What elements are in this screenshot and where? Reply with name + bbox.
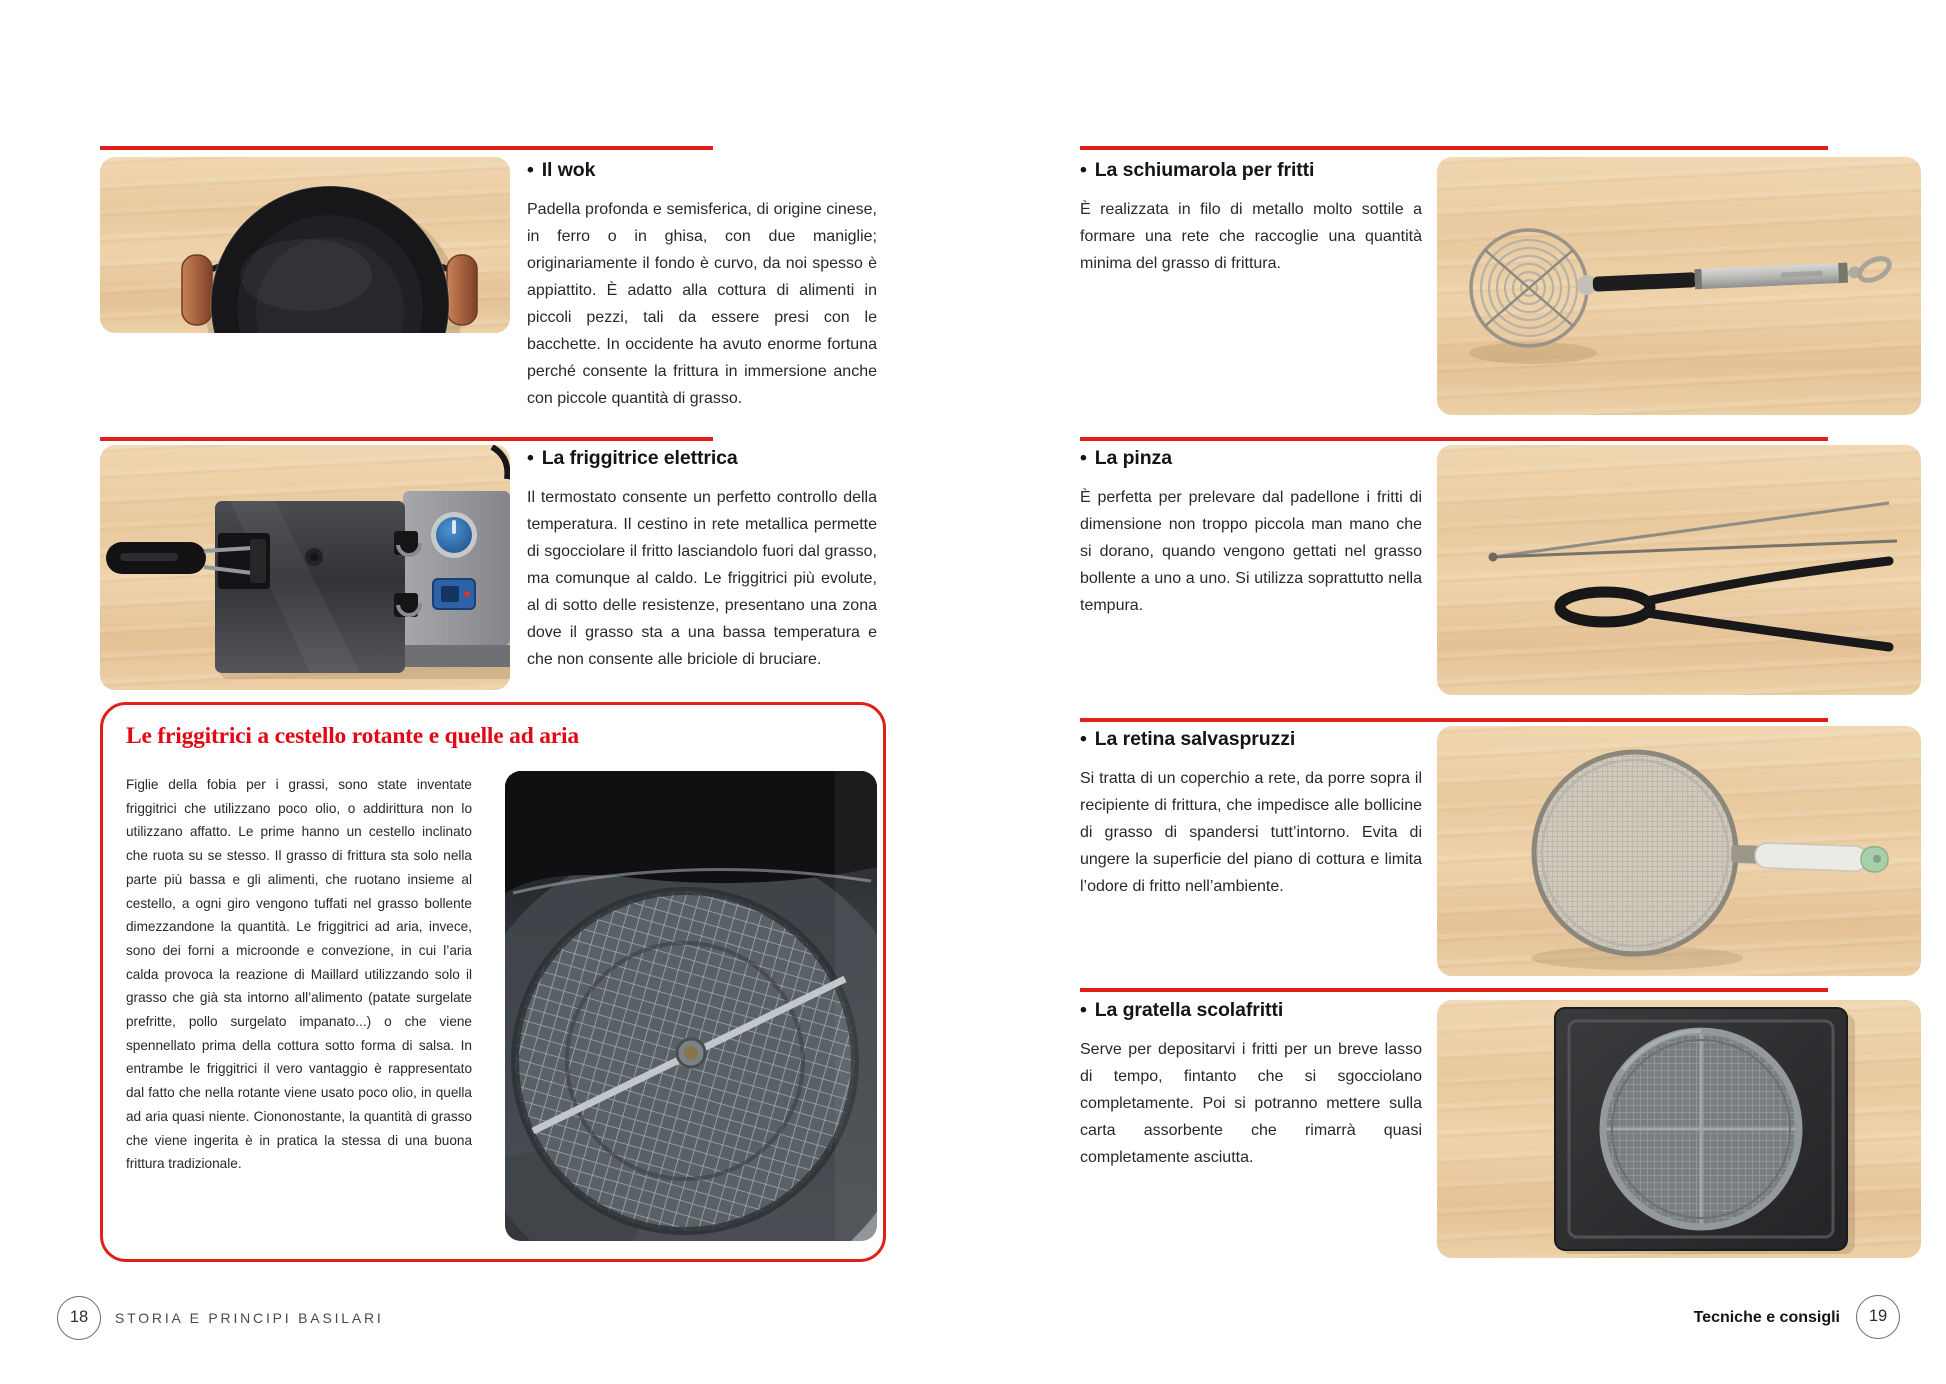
splatter-screen-illustration: [1437, 726, 1921, 976]
feature-box: [100, 702, 886, 1262]
wok-photo: [100, 157, 510, 333]
electric-fryer-illustration: [100, 445, 510, 690]
draining-rack-photo: [1437, 1000, 1921, 1258]
section-rule: [100, 146, 713, 150]
bullet-icon: •: [527, 159, 534, 181]
tongs-illustration: [1437, 445, 1921, 695]
wok-illustration: [100, 157, 510, 333]
section-rule: [1080, 988, 1828, 992]
bullet-icon: •: [1080, 728, 1087, 750]
section-skimmer: [1080, 158, 1422, 277]
section-body: È perfetta per prelevare dal padellone i fritti di dimensione non troppo piccola man mano che si dorano, quando vengono gettati nel grasso bollente a uno a uno. Si utilizza soprattutto nella tempura.: [1080, 489, 1422, 614]
section-wok: [527, 158, 877, 412]
bullet-icon: •: [1080, 447, 1087, 469]
section-rule: [100, 437, 713, 441]
bullet-icon: •: [1080, 159, 1087, 181]
section-body: Il termostato consente un perfetto controllo della temperatura. Il cestino in rete metallica permette di sgocciolare il fritto lasciandolo fuori dal grasso, ma comunque al caldo. Le friggitrici più evolute, al di sotto delle resistenze, presentano una zona dove il grasso sta a una bassa temperatura e che non consente alle briciole di bruciare.: [527, 489, 877, 668]
section-title: [1080, 158, 1422, 182]
section-electric-fryer: [527, 446, 877, 673]
section-body: Serve per depositarvi i fritti per un breve lasso di tempo, fintanto che si sgocciolano completamente. Poi si potranno mettere sulla carta assorbente che rimarrà quasi completamente asciutta.: [1080, 1041, 1422, 1166]
footer-chapter-label: Tecniche e consigli: [1693, 1309, 1840, 1326]
rotating-basket-fryer-photo: [505, 771, 877, 1241]
section-title: [527, 158, 877, 182]
electric-fryer-photo: [100, 445, 510, 690]
feature-box-body: Figlie della fobia per i grassi, sono state inventate friggitrici che utilizzano poco olio, o addirittura non lo utilizzano affatto. Le prime hanno un cestello inclinato che ruota su se stesso. Il grasso di frittura sta solo nella parte più bassa e gli alimenti, che ruotano insieme al cestello, a ogni giro vengono tuffati nel grasso bollente dimezzandone la quantità. Le friggitrici ad aria, invece, sono dei forni a microonde e convezione, in cui l’aria calda provoca la reazione di Maillard utilizzando solo il grasso che già sta intorno all’alimento (patate surgelate prefritte, pollo surgelato impanato...) o che viene spennellato prima della cottura sotto forma di salsa. In entrambe le friggitrici il vero vantaggio è rappresentato dal fatto che nella rotante viene usato poco olio, in quella ad aria quasi niente. Ciononostante, la quantità di grasso che viene ingerita è in pratica la stessa di una buona frittura tradizionale.: [126, 777, 472, 1172]
footer-section-label: STORIA E PRINCIPI BASILARI: [115, 1310, 384, 1326]
feature-box-title: Le friggitrici a cestello rotante e quelle ad aria: [126, 723, 579, 749]
bullet-icon: •: [527, 447, 534, 469]
section-title-text: La pinza: [1094, 447, 1172, 469]
section-title-text: Il wok: [541, 159, 596, 181]
page-number-left: [57, 1296, 101, 1340]
page-number-left-value: 18: [69, 1308, 89, 1326]
page-number-right: [1856, 1295, 1900, 1339]
tongs-photo: [1437, 445, 1921, 695]
section-title-text: La schiumarola per fritti: [1094, 159, 1315, 181]
section-rule: [1080, 437, 1828, 441]
skimmer-photo: [1437, 157, 1921, 415]
splatter-screen-photo: [1437, 726, 1921, 976]
bullet-icon: •: [1080, 999, 1087, 1021]
section-title: [1080, 727, 1422, 751]
section-tongs: [1080, 446, 1422, 619]
skimmer-illustration: [1437, 157, 1921, 415]
section-rule: [1080, 146, 1828, 150]
section-title: [1080, 998, 1422, 1022]
section-body: Si tratta di un coperchio a rete, da porre sopra il recipiente di frittura, che impedisce alle bollicine di grasso di spandersi tutt’intorno. Evita di ungere la superficie del piano di cottura e limita l’odore di fritto nell’ambiente.: [1080, 770, 1422, 895]
rotating-basket-fryer-illustration: [505, 771, 877, 1241]
section-title-text: La retina salvaspruzzi: [1094, 728, 1296, 750]
section-title: [1080, 446, 1422, 470]
section-draining-rack: [1080, 998, 1422, 1171]
draining-rack-illustration: [1437, 1000, 1921, 1258]
section-body: È realizzata in filo di metallo molto sottile a formare una rete che raccoglie una quantità minima del grasso di frittura.: [1080, 201, 1422, 272]
page-number-right-value: 19: [1868, 1307, 1888, 1325]
section-title: [527, 446, 877, 470]
section-title-text: La gratella scolafritti: [1094, 999, 1284, 1021]
section-rule: [1080, 718, 1828, 722]
section-body: Padella profonda e semisferica, di origine cinese, in ferro o in ghisa, con due maniglie; originariamente il fondo è curvo, da noi spesso è appiattito. È adatto alla cottura di alimenti in piccoli pezzi, tali da essere presi con le bacchette. In occidente ha avuto enorme fortuna perché consente la frittura in immersione anche con piccole quantità di grasso.: [527, 201, 877, 407]
section-splatter-screen: [1080, 727, 1422, 900]
section-title-text: La friggitrice elettrica: [541, 447, 738, 469]
